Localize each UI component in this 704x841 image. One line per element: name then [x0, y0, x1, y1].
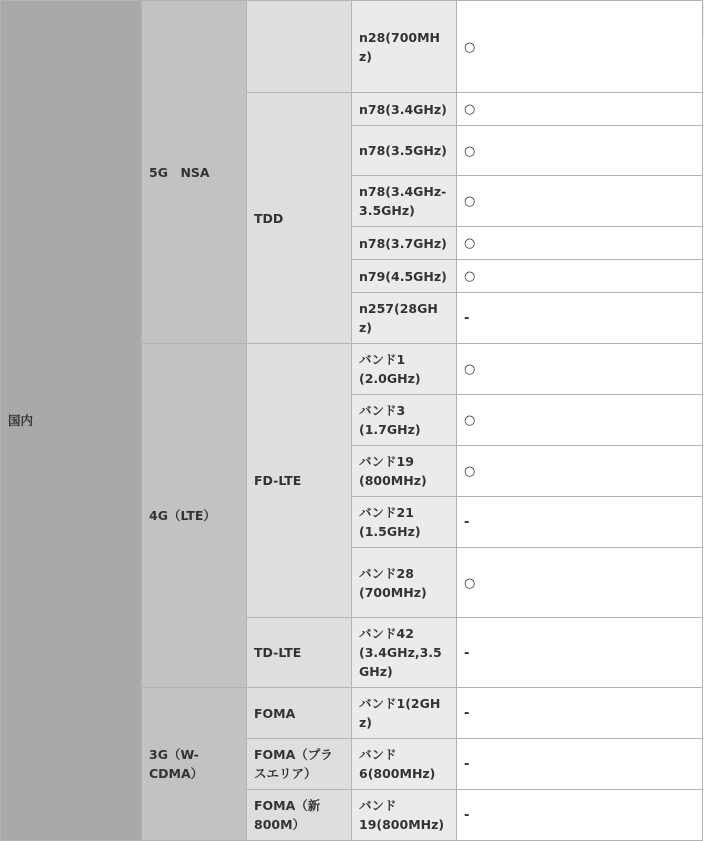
support-cell: [457, 1, 703, 93]
support-cell: [457, 618, 703, 688]
support-cell: [457, 260, 703, 293]
support-value: ○: [464, 194, 476, 209]
page-content: [0, 29, 704, 832]
support-value: ○: [464, 39, 476, 55]
support-value: -: [464, 808, 470, 823]
band-cell: n257(28GHz): [352, 293, 457, 344]
support-value: ○: [464, 362, 476, 377]
support-cell: [457, 739, 703, 790]
type-cell: [247, 1, 352, 93]
type-cell: FOMA（プラスエリア）: [247, 739, 352, 790]
support-cell: [457, 176, 703, 227]
support-value: ○: [464, 269, 476, 284]
support-value: ○: [464, 413, 476, 428]
support-cell: [457, 126, 703, 176]
band-cell: バンド1 (2.0GHz): [352, 344, 457, 395]
support-value: -: [464, 706, 470, 721]
region-cell: 国内: [1, 1, 142, 841]
band-cell: n28(700MHz): [352, 1, 457, 93]
support-cell: [457, 790, 703, 841]
band-cell: バンド42 (3.4GHz,3.5GHz): [352, 618, 457, 688]
network-cell: 5G NSA: [142, 1, 247, 344]
band-cell: バンド3 (1.7GHz): [352, 395, 457, 446]
band-cell: バンド 6(800MHz): [352, 739, 457, 790]
support-cell: [457, 293, 703, 344]
type-cell: FOMA: [247, 688, 352, 739]
support-value: -: [464, 645, 470, 661]
support-cell: [457, 688, 703, 739]
support-value: -: [464, 515, 470, 530]
network-cell: 3G（W-CDMA）: [142, 688, 247, 841]
band-cell: バンド 19(800MHz): [352, 790, 457, 841]
type-cell: TD-LTE: [247, 618, 352, 688]
band-cell: n79(4.5GHz): [352, 260, 457, 293]
support-cell: [457, 395, 703, 446]
support-cell: [457, 446, 703, 497]
band-cell: n78(3.4GHz): [352, 93, 457, 126]
support-cell: [457, 497, 703, 548]
support-cell: [457, 93, 703, 126]
type-cell: FD-LTE: [247, 344, 352, 618]
type-cell: TDD: [247, 93, 352, 344]
band-cell: n78(3.5GHz): [352, 126, 457, 176]
band-cell: n78(3.7GHz): [352, 227, 457, 260]
support-value: ○: [464, 102, 476, 117]
support-cell: [457, 548, 703, 618]
support-value: -: [464, 757, 470, 772]
support-value: ○: [464, 236, 476, 251]
support-value: ○: [464, 575, 476, 591]
band-cell: バンド21 (1.5GHz): [352, 497, 457, 548]
band-cell: n78(3.4GHz-3.5GHz): [352, 176, 457, 227]
support-cell: [457, 227, 703, 260]
band-cell: バンド19 (800MHz): [352, 446, 457, 497]
support-value: -: [464, 311, 470, 326]
support-cell: [457, 344, 703, 395]
band-cell: バンド1(2GHz): [352, 688, 457, 739]
band-cell: バンド28 (700MHz): [352, 548, 457, 618]
support-value: ○: [464, 464, 476, 479]
network-cell: 4G（LTE）: [142, 344, 247, 688]
type-cell: FOMA（新800M）: [247, 790, 352, 841]
table-row: [1, 1, 703, 93]
support-value: ○: [464, 143, 476, 159]
